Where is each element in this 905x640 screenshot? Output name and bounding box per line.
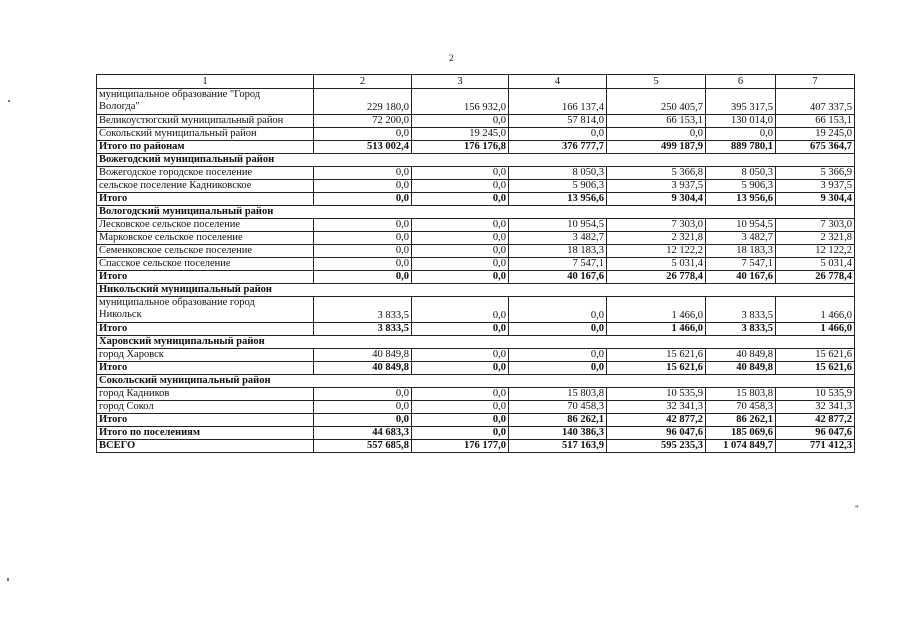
section-header-row xyxy=(97,375,855,388)
value-cell: 0,0 xyxy=(314,219,412,232)
value-cell: 7 547,1 xyxy=(706,258,776,271)
value-cell: 3 482,7 xyxy=(706,232,776,245)
value-cell: 40 849,8 xyxy=(706,349,776,362)
value-cell: 0,0 xyxy=(412,388,509,401)
value-cell: 15 621,6 xyxy=(776,362,855,375)
table-row xyxy=(97,258,855,271)
value-cell: 0,0 xyxy=(412,427,509,440)
value-cell: 395 317,5 xyxy=(706,89,776,115)
value-cell: 0,0 xyxy=(314,128,412,141)
value-cell: 0,0 xyxy=(412,193,509,206)
row-name: город Харовск xyxy=(97,349,314,362)
value-cell: 0,0 xyxy=(412,362,509,375)
value-cell: 32 341,3 xyxy=(776,401,855,414)
section-title: Сокольский муниципальный район xyxy=(97,375,855,388)
total-row xyxy=(97,193,855,206)
value-cell: 13 956,6 xyxy=(509,193,607,206)
row-name: Лесковское сельское поселение xyxy=(97,219,314,232)
value-cell: 557 685,8 xyxy=(314,440,412,453)
page-number: 2 xyxy=(449,53,454,63)
value-cell: 0,0 xyxy=(509,349,607,362)
column-number: 4 xyxy=(509,75,607,89)
section-title: Вологодский муниципальный район xyxy=(97,206,855,219)
value-cell: 10 954,5 xyxy=(509,219,607,232)
table-row xyxy=(97,401,855,414)
value-cell: 0,0 xyxy=(314,167,412,180)
row-name-line: муниципальное образование город xyxy=(99,297,255,308)
value-cell: 376 777,7 xyxy=(509,141,607,154)
section-header-row xyxy=(97,336,855,349)
value-cell: 0,0 xyxy=(509,362,607,375)
value-cell: 0,0 xyxy=(314,180,412,193)
closing-quote-mark: " xyxy=(855,504,859,514)
column-number: 6 xyxy=(706,75,776,89)
row-name: Итого xyxy=(97,414,314,427)
table-row xyxy=(97,245,855,258)
value-cell: 0,0 xyxy=(412,323,509,336)
value-cell: 0,0 xyxy=(314,193,412,206)
value-cell: 0,0 xyxy=(509,297,607,323)
value-cell: 176 176,8 xyxy=(412,141,509,154)
value-cell: 3 937,5 xyxy=(776,180,855,193)
column-number: 1 xyxy=(97,75,314,89)
value-cell: 675 364,7 xyxy=(776,141,855,154)
value-cell: 1 074 849,7 xyxy=(706,440,776,453)
value-cell: 3 482,7 xyxy=(509,232,607,245)
value-cell: 517 163,9 xyxy=(509,440,607,453)
row-name xyxy=(97,297,314,323)
value-cell: 499 187,9 xyxy=(607,141,706,154)
value-cell: 0,0 xyxy=(412,245,509,258)
value-cell: 15 621,6 xyxy=(607,362,706,375)
value-cell: 15 621,6 xyxy=(607,349,706,362)
value-cell: 0,0 xyxy=(314,232,412,245)
value-cell: 5 031,4 xyxy=(776,258,855,271)
value-cell: 3 833,5 xyxy=(706,297,776,323)
value-cell: 0,0 xyxy=(412,271,509,284)
table-row xyxy=(97,167,855,180)
value-cell: 57 814,0 xyxy=(509,115,607,128)
section-header-row xyxy=(97,154,855,167)
value-cell: 7 547,1 xyxy=(509,258,607,271)
value-cell: 176 177,0 xyxy=(412,440,509,453)
value-cell: 250 405,7 xyxy=(607,89,706,115)
row-name: Вожегодское городское поселение xyxy=(97,167,314,180)
value-cell: 12 122,2 xyxy=(607,245,706,258)
value-cell: 0,0 xyxy=(412,349,509,362)
value-cell: 0,0 xyxy=(412,232,509,245)
value-cell: 407 337,5 xyxy=(776,89,855,115)
value-cell: 42 877,2 xyxy=(776,414,855,427)
value-cell: 40 849,8 xyxy=(314,362,412,375)
value-cell: 18 183,3 xyxy=(509,245,607,258)
value-cell: 5 366,8 xyxy=(607,167,706,180)
value-cell: 5 906,3 xyxy=(706,180,776,193)
section-header-row xyxy=(97,284,855,297)
total-row xyxy=(97,427,855,440)
value-cell: 26 778,4 xyxy=(776,271,855,284)
value-cell: 5 906,3 xyxy=(509,180,607,193)
value-cell: 0,0 xyxy=(314,388,412,401)
value-cell: 889 780,1 xyxy=(706,141,776,154)
value-cell: 0,0 xyxy=(412,115,509,128)
value-cell: 12 122,2 xyxy=(776,245,855,258)
table-row xyxy=(97,128,855,141)
row-name: город Кадников xyxy=(97,388,314,401)
value-cell: 0,0 xyxy=(412,414,509,427)
value-cell: 0,0 xyxy=(412,401,509,414)
value-cell: 0,0 xyxy=(412,180,509,193)
value-cell: 1 466,0 xyxy=(776,323,855,336)
value-cell: 185 069,6 xyxy=(706,427,776,440)
row-name: город Сокол xyxy=(97,401,314,414)
value-cell: 0,0 xyxy=(314,258,412,271)
value-cell: 3 833,5 xyxy=(706,323,776,336)
column-number: 3 xyxy=(412,75,509,89)
value-cell: 771 412,3 xyxy=(776,440,855,453)
table-row xyxy=(97,349,855,362)
value-cell: 72 200,0 xyxy=(314,115,412,128)
value-cell: 40 167,6 xyxy=(706,271,776,284)
value-cell: 15 803,8 xyxy=(706,388,776,401)
value-cell: 10 535,9 xyxy=(776,388,855,401)
table-row xyxy=(97,115,855,128)
column-number: 2 xyxy=(314,75,412,89)
row-name: сельское поселение Кадниковское xyxy=(97,180,314,193)
value-cell: 86 262,1 xyxy=(706,414,776,427)
row-name-line: Никольск xyxy=(99,309,142,320)
column-number: 5 xyxy=(607,75,706,89)
value-cell: 156 932,0 xyxy=(412,89,509,115)
value-cell: 96 047,6 xyxy=(776,427,855,440)
value-cell: 70 458,3 xyxy=(509,401,607,414)
value-cell: 1 466,0 xyxy=(607,297,706,323)
value-cell: 229 180,0 xyxy=(314,89,412,115)
row-name: Итого xyxy=(97,193,314,206)
total-row xyxy=(97,414,855,427)
value-cell: 2 321,8 xyxy=(607,232,706,245)
value-cell: 3 833,5 xyxy=(314,297,412,323)
value-cell: 9 304,4 xyxy=(607,193,706,206)
value-cell: 0,0 xyxy=(314,414,412,427)
value-cell: 2 321,8 xyxy=(776,232,855,245)
table-row xyxy=(97,297,855,323)
value-cell: 5 366,9 xyxy=(776,167,855,180)
value-cell: 42 877,2 xyxy=(607,414,706,427)
column-number-row xyxy=(97,75,855,89)
value-cell: 13 956,6 xyxy=(706,193,776,206)
row-name: Великоустюгский муниципальный район xyxy=(97,115,314,128)
column-number: 7 xyxy=(776,75,855,89)
row-name: Итого xyxy=(97,362,314,375)
row-name: Итого xyxy=(97,323,314,336)
value-cell: 0,0 xyxy=(412,258,509,271)
section-title: Харовский муниципальный район xyxy=(97,336,855,349)
row-name: Семенковское сельское поселение xyxy=(97,245,314,258)
row-name: Спасское сельское поселение xyxy=(97,258,314,271)
section-header-row xyxy=(97,206,855,219)
value-cell: 86 262,1 xyxy=(509,414,607,427)
value-cell: 19 245,0 xyxy=(776,128,855,141)
value-cell: 0,0 xyxy=(412,167,509,180)
table-row xyxy=(97,388,855,401)
value-cell: 7 303,0 xyxy=(607,219,706,232)
value-cell: 26 778,4 xyxy=(607,271,706,284)
row-name xyxy=(97,89,314,115)
row-name: ВСЕГО xyxy=(97,440,314,453)
value-cell: 3 833,5 xyxy=(314,323,412,336)
value-cell: 8 050,3 xyxy=(706,167,776,180)
row-name: Марковское сельское поселение xyxy=(97,232,314,245)
value-cell: 595 235,3 xyxy=(607,440,706,453)
value-cell: 0,0 xyxy=(412,297,509,323)
value-cell: 5 031,4 xyxy=(607,258,706,271)
value-cell: 0,0 xyxy=(607,128,706,141)
value-cell: 7 303,0 xyxy=(776,219,855,232)
value-cell: 0,0 xyxy=(509,323,607,336)
value-cell: 96 047,6 xyxy=(607,427,706,440)
value-cell: 66 153,1 xyxy=(776,115,855,128)
row-name-line: муниципальное образование "Город xyxy=(99,89,261,100)
row-name: Итого по районам xyxy=(97,141,314,154)
value-cell: 8 050,3 xyxy=(509,167,607,180)
total-row xyxy=(97,362,855,375)
value-cell: 15 803,8 xyxy=(509,388,607,401)
value-cell: 19 245,0 xyxy=(412,128,509,141)
table-row xyxy=(97,89,855,115)
value-cell: 44 683,3 xyxy=(314,427,412,440)
row-name: Итого по поселениям xyxy=(97,427,314,440)
value-cell: 9 304,4 xyxy=(776,193,855,206)
value-cell: 3 937,5 xyxy=(607,180,706,193)
row-name: Итого xyxy=(97,271,314,284)
value-cell: 130 014,0 xyxy=(706,115,776,128)
value-cell: 1 466,0 xyxy=(607,323,706,336)
value-cell: 32 341,3 xyxy=(607,401,706,414)
total-row xyxy=(97,440,855,453)
value-cell: 15 621,6 xyxy=(776,349,855,362)
value-cell: 0,0 xyxy=(706,128,776,141)
value-cell: 18 183,3 xyxy=(706,245,776,258)
value-cell: 40 849,8 xyxy=(706,362,776,375)
value-cell: 140 386,3 xyxy=(509,427,607,440)
value-cell: 0,0 xyxy=(509,128,607,141)
row-name-line: Вологда" xyxy=(99,101,140,112)
table-row xyxy=(97,232,855,245)
value-cell: 40 849,8 xyxy=(314,349,412,362)
value-cell: 40 167,6 xyxy=(509,271,607,284)
scan-speck xyxy=(7,578,9,581)
table-row xyxy=(97,219,855,232)
value-cell: 0,0 xyxy=(412,219,509,232)
budget-table xyxy=(96,74,855,453)
value-cell: 0,0 xyxy=(314,401,412,414)
value-cell: 70 458,3 xyxy=(706,401,776,414)
table-row xyxy=(97,180,855,193)
total-row xyxy=(97,141,855,154)
value-cell: 166 137,4 xyxy=(509,89,607,115)
value-cell: 0,0 xyxy=(314,271,412,284)
total-row xyxy=(97,271,855,284)
section-title: Вожегодский муниципальный район xyxy=(97,154,855,167)
scan-speck xyxy=(8,100,10,102)
section-title: Никольский муниципальный район xyxy=(97,284,855,297)
total-row xyxy=(97,323,855,336)
row-name: Сокольский муниципальный район xyxy=(97,128,314,141)
value-cell: 10 535,9 xyxy=(607,388,706,401)
value-cell: 1 466,0 xyxy=(776,297,855,323)
value-cell: 66 153,1 xyxy=(607,115,706,128)
value-cell: 10 954,5 xyxy=(706,219,776,232)
value-cell: 0,0 xyxy=(314,245,412,258)
value-cell: 513 002,4 xyxy=(314,141,412,154)
